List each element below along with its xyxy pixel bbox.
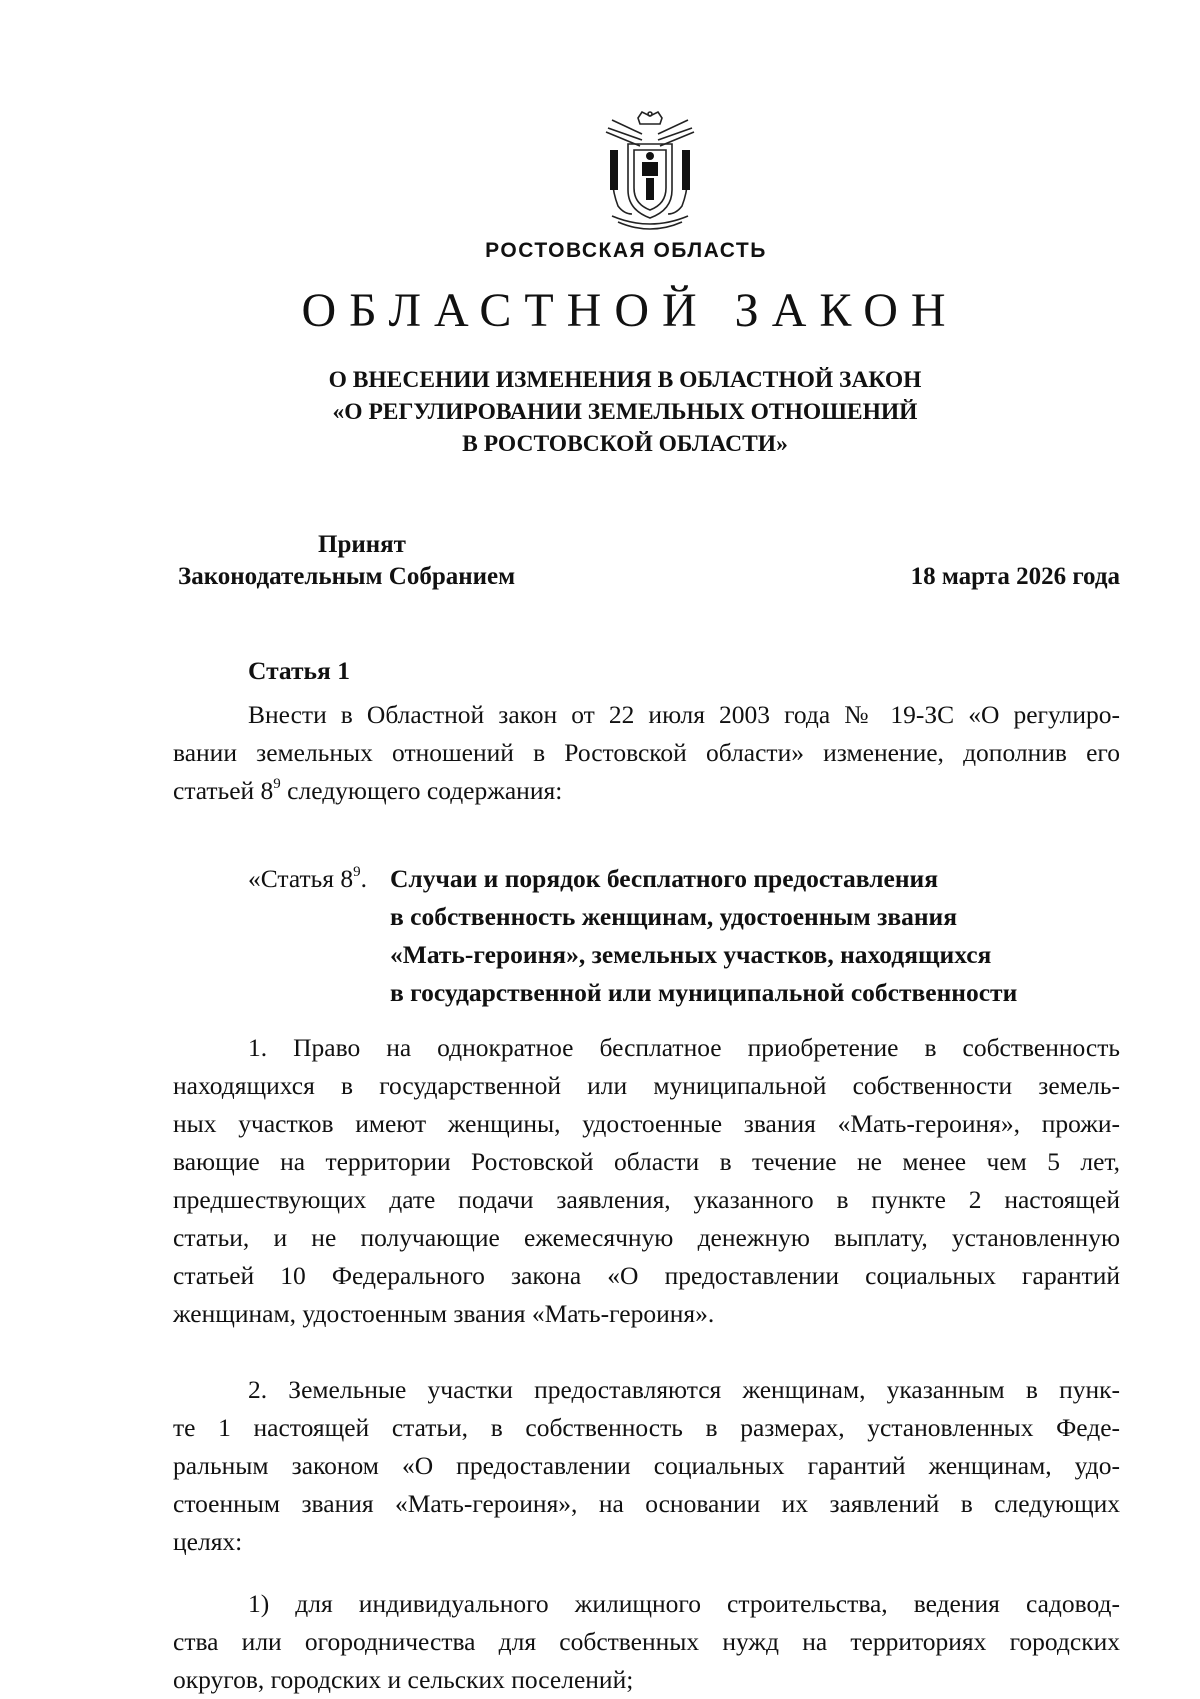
article-8-9-title (390, 860, 1017, 1012)
text-line: ральным законом «О предоставлении социальных гарантий женщинам, удо- (173, 1451, 1120, 1480)
text-line: округов, городских и сельских поселений; (173, 1665, 634, 1694)
adopting-body: Законодательным Собранием (178, 563, 516, 590)
article-8-9-number: «Статья $8^9$. (248, 864, 368, 893)
adopted-label: Принят (318, 531, 406, 558)
text-line: женщинам, удостоенным звания «Мать-героиня». (173, 1299, 715, 1328)
paragraph-1 (173, 1029, 1120, 1333)
adoption-date: 18 марта 2026 года (910, 563, 1120, 590)
text-line: целях: (173, 1527, 243, 1556)
text-line: стоенным звания «Мать-героиня», на основании их заявлений в следующих (173, 1489, 1120, 1518)
text-line: находящихся в государственной или муниципальной собственности земель- (173, 1071, 1120, 1100)
text-line: те 1 настоящей статьи, в собственность в размерах, установленных Феде- (173, 1413, 1120, 1442)
text-line: 1) для индивидуального жилищного строительства, ведения садовод- (248, 1589, 1120, 1618)
article-title-line: в государственной или муниципальной собственности (390, 978, 1018, 1007)
paragraph-2-item-1 (173, 1585, 1120, 1699)
law-title-line: В РОСТОВСКОЙ ОБЛАСТИ» (462, 431, 788, 457)
article-1-heading: Статья 1 (248, 656, 350, 685)
article-title-line: «Мать-героиня», земельных участков, находящихся (390, 940, 992, 969)
text-line: статьей $8^9$ следующего содержания: (173, 776, 563, 805)
article-1-intro (173, 696, 1120, 810)
text-line: статьей 10 Федерального закона «О предоставлении социальных гарантий (173, 1261, 1120, 1290)
law-title (0, 364, 1200, 460)
text-line: вании земельных отношений в Ростовской области» изменение, дополнив его (173, 738, 1120, 767)
coat-of-arms-emblem (598, 110, 702, 232)
article-title-line: в собственность женщинам, удостоенным звания (390, 902, 958, 931)
law-kind-heading: ОБЛАСТНОЙ ЗАКОН (301, 284, 959, 337)
text-line: 2. Земельные участки предоставляются женщинам, указанным в пунк- (248, 1375, 1120, 1404)
text-line: статьи, и не получающие ежемесячную денежную выплату, установленную (173, 1223, 1120, 1252)
paragraph-2 (173, 1371, 1120, 1561)
text-line: Внести в Областной закон от 22 июля 2003 года № 19-ЗС «О регулиро- (248, 700, 1120, 729)
article-title-line: Случаи и порядок бесплатного предоставления (390, 864, 939, 893)
adoption-block (178, 529, 578, 593)
text-line: вающие на территории Ростовской области в течение не менее чем 5 лет, (173, 1147, 1120, 1176)
text-line: ных участков имеют женщины, удостоенные звания «Мать-героиня», прожи- (173, 1109, 1120, 1138)
law-title-line: О ВНЕСЕНИИ ИЗМЕНЕНИЯ В ОБЛАСТНОЙ ЗАКОН (328, 367, 922, 393)
text-line: предшествующих дате подачи заявления, указанного в пункте 2 настоящей (173, 1185, 1120, 1214)
region-name: РОСТОВСКАЯ ОБЛАСТЬ (485, 239, 767, 262)
text-line: ства или огородничества для собственных нужд на территориях городских (173, 1627, 1120, 1656)
law-title-line: «О РЕГУЛИРОВАНИИ ЗЕМЕЛЬНЫХ ОТНОШЕНИЙ (332, 399, 918, 425)
text-line: 1. Право на однократное бесплатное приобретение в собственность (248, 1033, 1120, 1062)
